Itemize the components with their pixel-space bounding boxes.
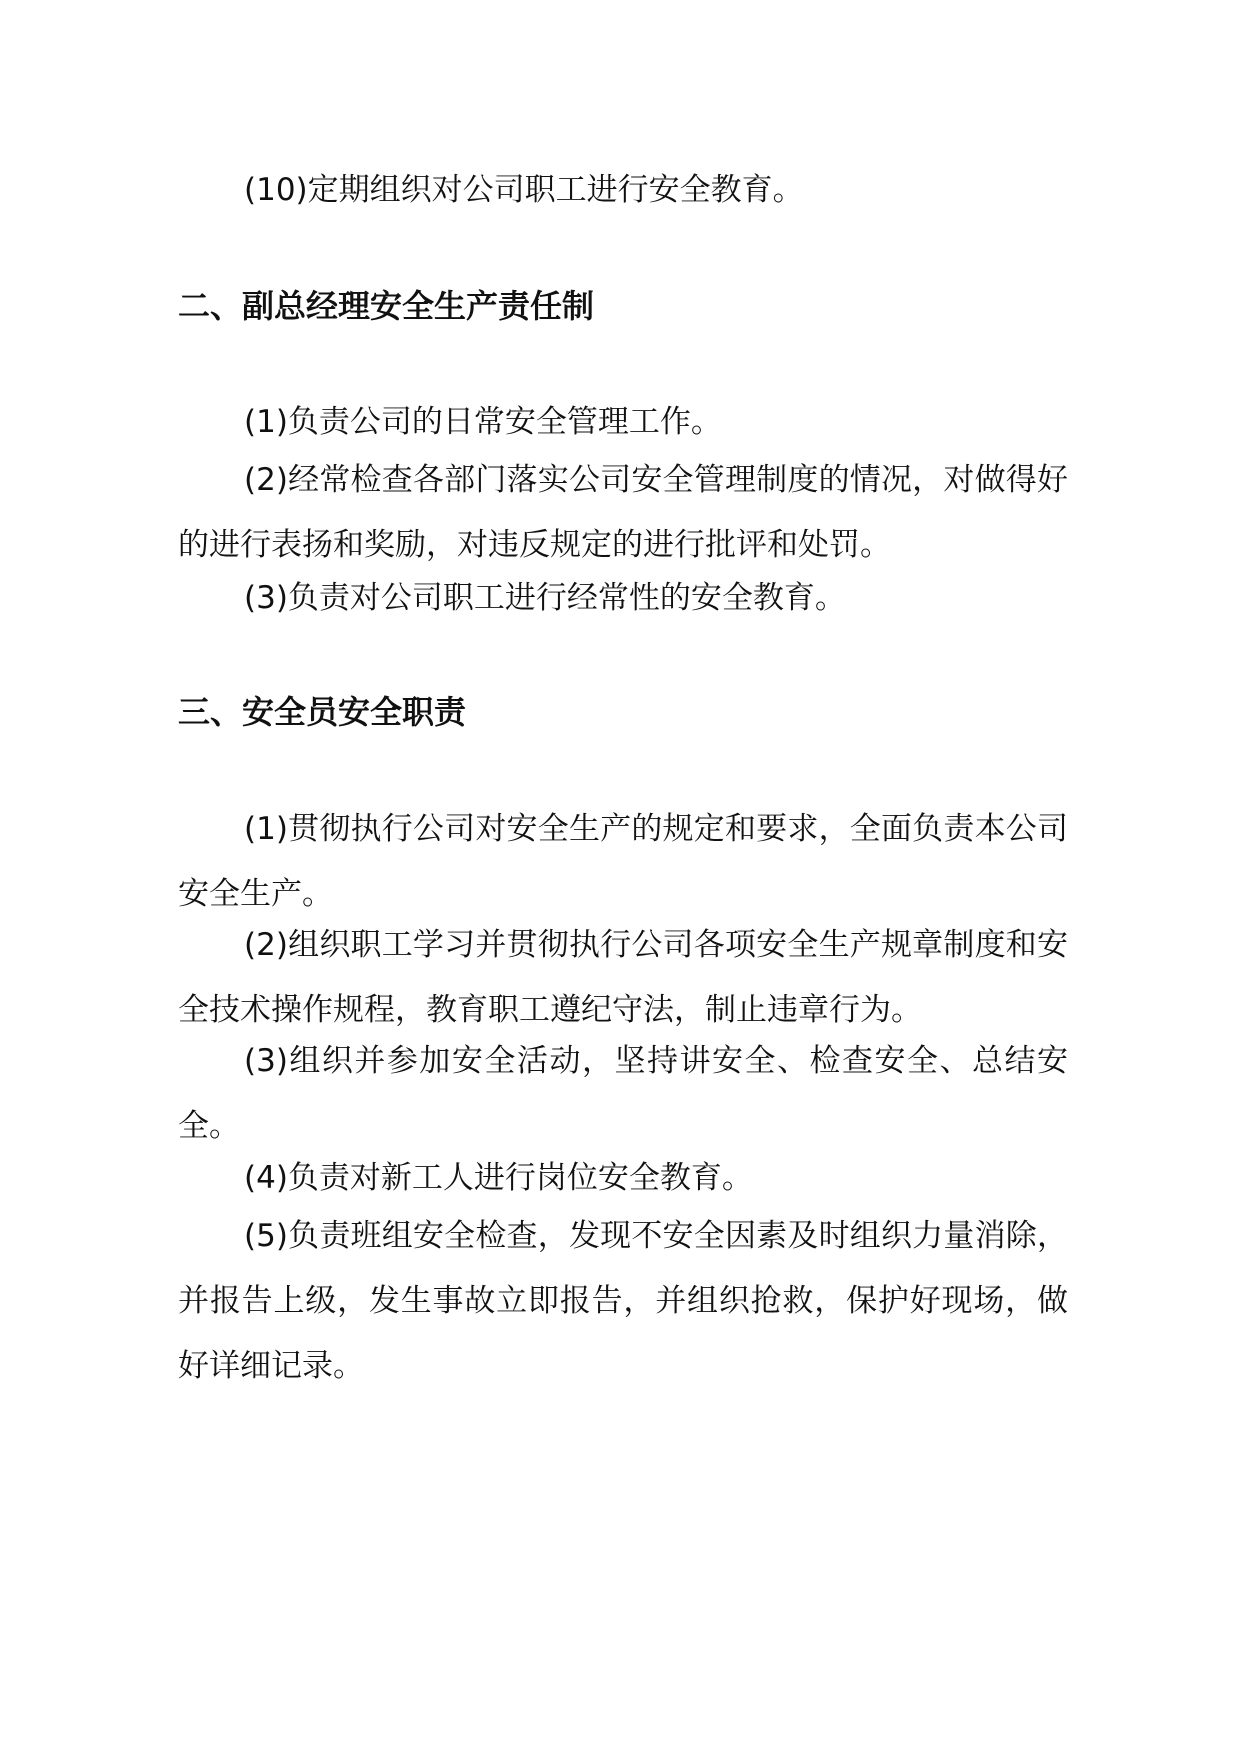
officer-item-2: (2)组织职工学习并贯彻执行公司各项安全生产规章制度和安全技术操作规程，教育职工遵纪守法，制止违章行为。 (178, 927, 1068, 1028)
deputy-item-1: (1)负责公司的日常安全管理工作。 (244, 404, 722, 440)
section-heading-safety-officer: 三、安全员安全职责 (178, 693, 467, 731)
top-item-10: (10)定期组织对公司职工进行安全教育。 (244, 172, 804, 208)
section-heading-deputy-manager: 二、副总经理安全生产责任制 (178, 287, 595, 325)
deputy-item-3: (3)负责对公司职工进行经常性的安全教育。 (244, 580, 846, 616)
officer-item-5: (5)负责班组安全检查，发现不安全因素及时组织力量消除，并报告上级，发生事故立即报告，并组织抢救，保护好现场，做好详细记录。 (178, 1218, 1068, 1384)
deputy-item-2: (2)经常检查各部门落实公司安全管理制度的情况，对做得好的进行表扬和奖励，对违反规定的进行批评和处罚。 (178, 462, 1068, 563)
officer-item-3: (3)组织并参加安全活动，坚持讲安全、检查安全、总结安全。 (178, 1043, 1068, 1144)
officer-item-4: (4)负责对新工人进行岗位安全教育。 (244, 1160, 753, 1196)
officer-item-1: (1)贯彻执行公司对安全生产的规定和要求，全面负责本公司安全生产。 (178, 811, 1068, 912)
